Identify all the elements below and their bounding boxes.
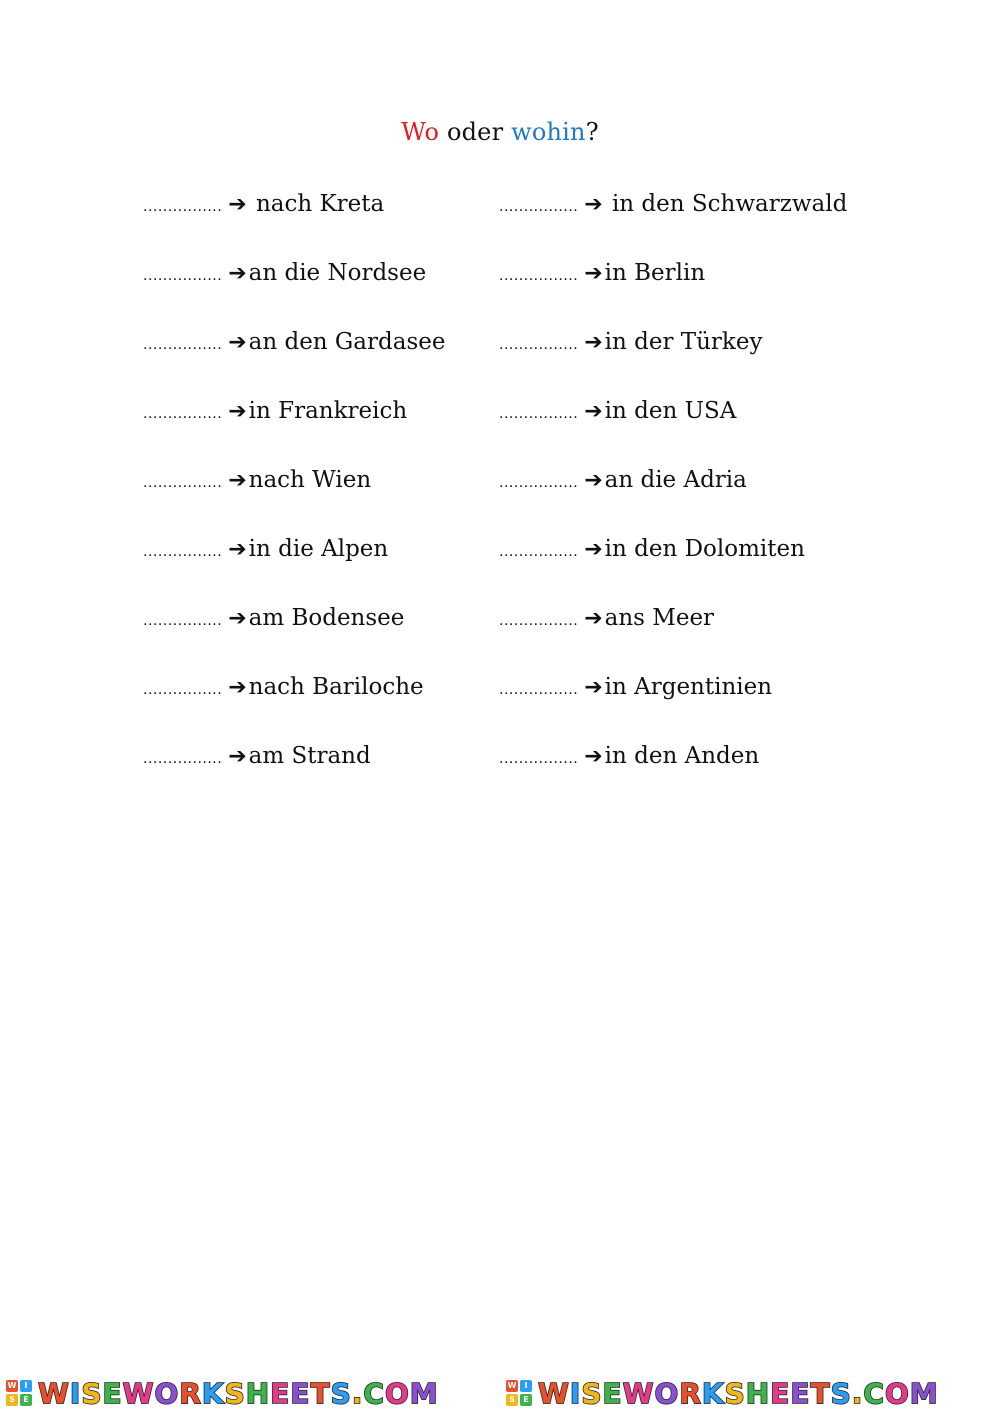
exercise-row <box>0 605 1000 645</box>
answer-blank[interactable]: ................ <box>143 682 223 698</box>
exercise-item-right <box>499 260 705 286</box>
exercise-item-right <box>499 191 847 217</box>
destination-phrase: nach Wien <box>248 467 372 493</box>
destination-phrase: in Berlin <box>604 260 706 286</box>
destination-phrase: nach Bariloche <box>248 674 424 700</box>
answer-blank[interactable]: ................ <box>143 268 223 284</box>
arrow-right-icon: ➔ <box>228 675 247 700</box>
title-word-wo: Wo <box>401 118 440 146</box>
exercise-row <box>0 536 1000 576</box>
exercise-item-right <box>499 398 736 424</box>
arrow-right-icon: ➔ <box>584 192 603 217</box>
logo-icon-tile: S <box>6 1394 18 1406</box>
logo-wordmark: WISEWORKSHEETS.COM <box>538 1376 939 1410</box>
watermark-footer <box>0 1376 1000 1410</box>
exercise-row <box>0 674 1000 714</box>
arrow-right-icon: ➔ <box>228 537 247 562</box>
exercise-item-left <box>143 191 384 217</box>
answer-blank[interactable]: ................ <box>499 475 579 491</box>
arrow-right-icon: ➔ <box>584 468 603 493</box>
arrow-right-icon: ➔ <box>228 468 247 493</box>
destination-phrase: in den Anden <box>604 743 760 769</box>
destination-phrase: in den Dolomiten <box>604 536 805 562</box>
logo-text <box>38 1377 439 1410</box>
arrow-right-icon: ➔ <box>584 330 603 355</box>
arrow-right-icon: ➔ <box>584 399 603 424</box>
arrow-right-icon: ➔ <box>584 675 603 700</box>
arrow-right-icon: ➔ <box>228 744 247 769</box>
answer-blank[interactable]: ................ <box>499 268 579 284</box>
answer-blank[interactable]: ................ <box>143 199 223 215</box>
logo-icon <box>6 1380 32 1406</box>
title-word-oder: oder <box>446 118 504 146</box>
arrow-right-icon: ➔ <box>228 261 247 286</box>
destination-phrase: in den Schwarzwald <box>604 191 848 217</box>
answer-blank[interactable]: ................ <box>143 751 223 767</box>
exercise-row <box>0 398 1000 438</box>
exercise-item-left <box>143 605 404 631</box>
answer-blank[interactable]: ................ <box>143 337 223 353</box>
exercise-item-right <box>499 605 714 631</box>
destination-phrase: am Strand <box>248 743 371 769</box>
answer-blank[interactable]: ................ <box>143 613 223 629</box>
answer-blank[interactable]: ................ <box>499 199 579 215</box>
logo-icon-tile: E <box>20 1394 32 1406</box>
title-question-mark: ? <box>585 118 599 146</box>
arrow-right-icon: ➔ <box>228 192 247 217</box>
destination-phrase: nach Kreta <box>248 191 385 217</box>
logo-icon <box>506 1380 532 1406</box>
arrow-right-icon: ➔ <box>584 744 603 769</box>
destination-phrase: an die Nordsee <box>248 260 427 286</box>
exercise-item-right <box>499 467 747 493</box>
destination-phrase: in den USA <box>604 398 737 424</box>
answer-blank[interactable]: ................ <box>143 544 223 560</box>
exercise-row <box>0 260 1000 300</box>
arrow-right-icon: ➔ <box>584 261 603 286</box>
logo-icon-tile: I <box>520 1380 532 1392</box>
arrow-right-icon: ➔ <box>584 537 603 562</box>
answer-blank[interactable]: ................ <box>143 475 223 491</box>
exercise-item-left <box>143 260 426 286</box>
exercise-item-right <box>499 536 805 562</box>
logo-text <box>538 1377 939 1410</box>
exercise-row <box>0 191 1000 231</box>
logo-icon-tile: S <box>506 1394 518 1406</box>
exercise-item-left <box>143 329 445 355</box>
logo-wordmark: WISEWORKSHEETS.COM <box>38 1376 439 1410</box>
destination-phrase: am Bodensee <box>248 605 405 631</box>
exercise-item-right <box>499 743 759 769</box>
answer-blank[interactable]: ................ <box>499 751 579 767</box>
destination-phrase: an den Gardasee <box>248 329 446 355</box>
exercise-item-left <box>143 398 407 424</box>
arrow-right-icon: ➔ <box>584 606 603 631</box>
answer-blank[interactable]: ................ <box>143 406 223 422</box>
exercise-item-right <box>499 674 772 700</box>
destination-phrase: an die Adria <box>604 467 747 493</box>
exercise-item-left <box>143 536 388 562</box>
destination-phrase: in der Türkey <box>604 329 763 355</box>
exercise-item-right <box>499 329 762 355</box>
exercise-item-left <box>143 467 371 493</box>
answer-blank[interactable]: ................ <box>499 613 579 629</box>
logo-icon-tile: W <box>7 1381 17 1390</box>
exercise-row <box>0 329 1000 369</box>
watermark-logo <box>500 1377 1000 1410</box>
arrow-right-icon: ➔ <box>228 606 247 631</box>
destination-phrase: in Argentinien <box>604 674 773 700</box>
answer-blank[interactable]: ................ <box>499 682 579 698</box>
destination-phrase: in Frankreich <box>248 398 408 424</box>
title-word-wohin: wohin <box>511 118 586 146</box>
logo-icon-tile: E <box>520 1394 532 1406</box>
logo-icon-tile: I <box>20 1380 32 1392</box>
exercise-row <box>0 467 1000 507</box>
exercise-item-left <box>143 743 371 769</box>
destination-phrase: ans Meer <box>604 605 715 631</box>
answer-blank[interactable]: ................ <box>499 337 579 353</box>
logo-icon-tile: W <box>507 1381 517 1390</box>
answer-blank[interactable]: ................ <box>499 544 579 560</box>
page-title <box>0 118 1000 146</box>
arrow-right-icon: ➔ <box>228 399 247 424</box>
destination-phrase: in die Alpen <box>248 536 389 562</box>
exercise-row <box>0 743 1000 783</box>
exercise-item-left <box>143 674 424 700</box>
arrow-right-icon: ➔ <box>228 330 247 355</box>
answer-blank[interactable]: ................ <box>499 406 579 422</box>
watermark-logo <box>0 1377 500 1410</box>
